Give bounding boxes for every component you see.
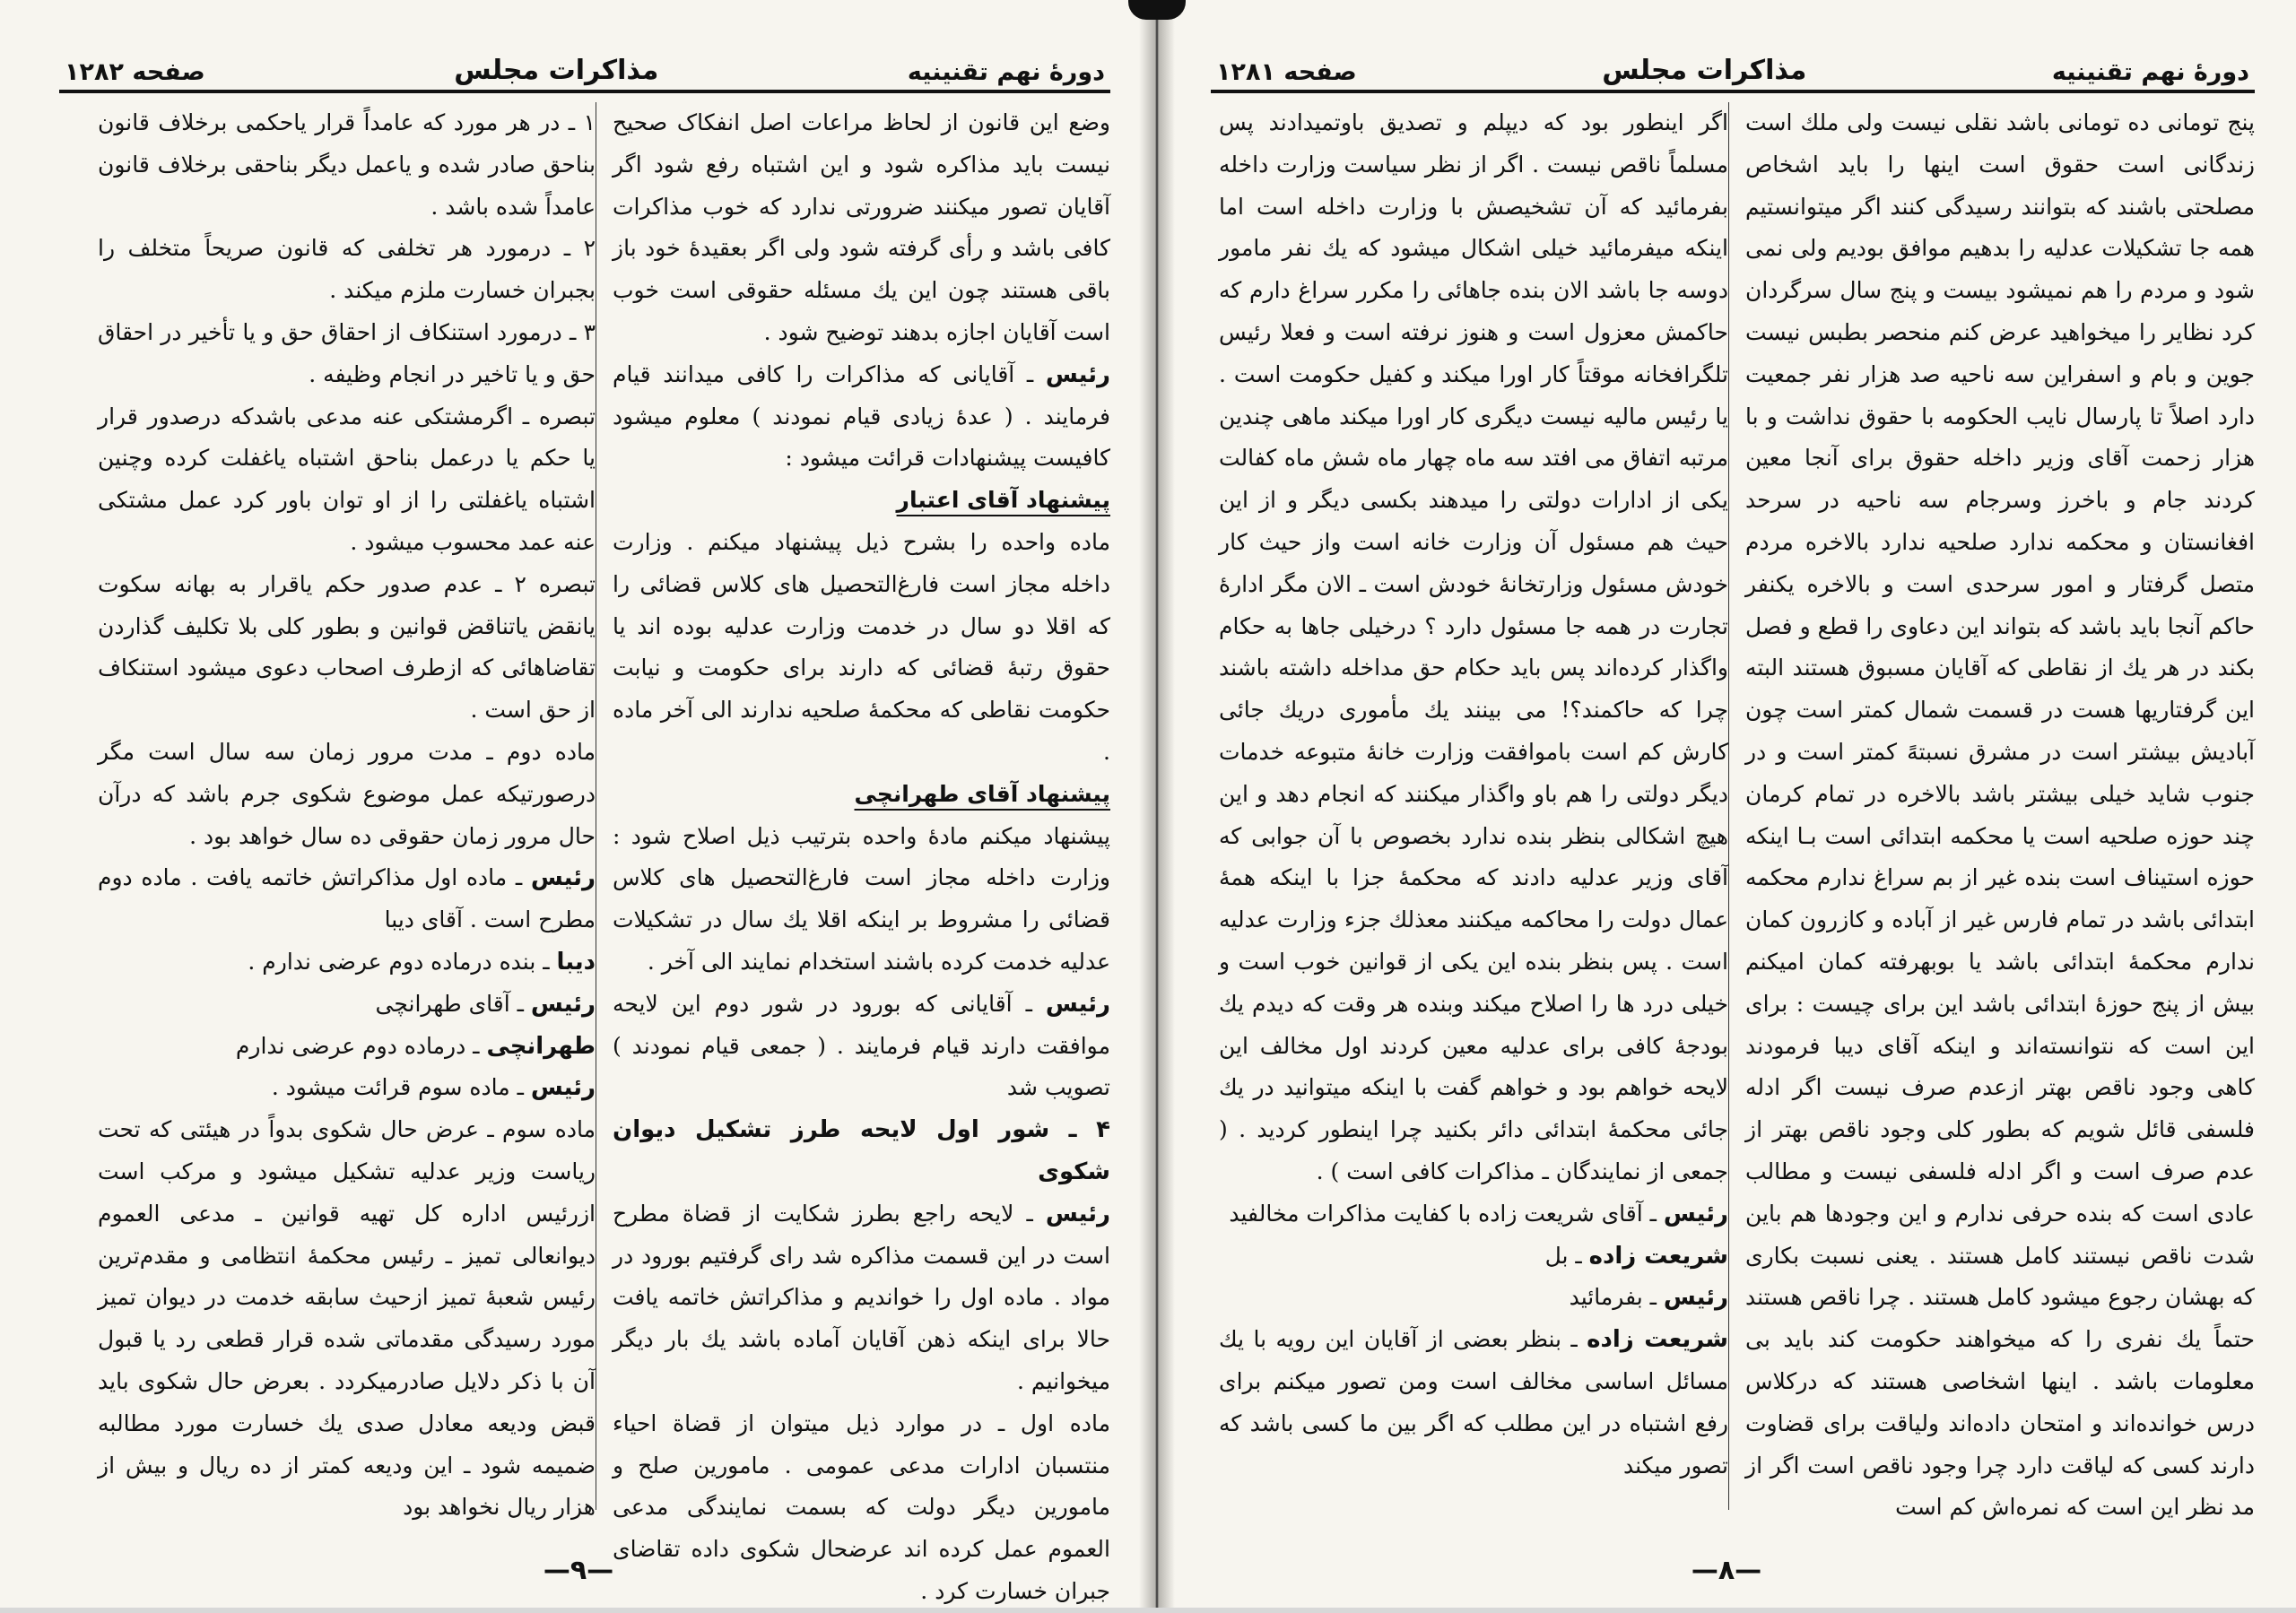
session-label: دورهٔ نهم تقنینیه	[2051, 58, 2249, 86]
list-item: ۲ ـ درمورد هر تخلفی که قانون صریحاً متخلف را بجبران خسارت ملزم میکند .	[98, 235, 596, 304]
speaker-paragraph	[613, 984, 1110, 1109]
section-heading: ۴ ـ شور اول لایحه طرز تشکیل دیوان شکوی	[613, 1116, 1110, 1185]
right-page-columns	[1211, 102, 2255, 1521]
speaker-name: رئیس	[530, 990, 596, 1018]
speech-text: ـ لایحه راجع بطرز شکایت از قضاة مطرح است در این قسمت مذاکره شد رای گرفتیم بورود در مواد . ماده اول را خواندیم و مذاکراتش خاتمه یافت حالا برای اینکه ذهن آقایان آماده باشد یك بار دیگر میخوانیم .	[613, 1200, 1110, 1394]
speech-text: ـ آقای شریعت زاده با کفایت مذاکرات مخالفید	[1229, 1200, 1664, 1227]
header-rule	[59, 90, 1110, 93]
speaker-paragraph	[98, 941, 596, 984]
speech-text: ـ بنظر بعضی از آقایان این رویه با یك مسائل اساسی مخالف است ومن تصور میکنم برای رفع اشتباه در این مطلب که اگر بین ما کسی باشد که تصور میکند	[1219, 1326, 1728, 1479]
speech-text: ـ ماده سوم قرائت میشود .	[271, 1074, 531, 1101]
list-item: ۱ ـ در هر مورد که عامداً قرار یاحکمی برخلاف قانون بناحق صادر شده و یاعمل دیگر بناحقی برخلاف قانون عامداً شده باشد .	[98, 109, 596, 220]
speaker-paragraph	[1219, 1319, 1728, 1487]
speaker-name: شریعت زاده	[1588, 1242, 1728, 1270]
speaker-name: رئیس	[1663, 1284, 1728, 1312]
column-divider	[1728, 102, 1729, 1510]
article-paragraph: ماده دوم ـ مدت مرور زمان سه سال است مگر درصورتیکه عمل موضوع شکوی جرم باشد که درآن حال مرور زمان حقوقی ده سال خواهد بود .	[98, 738, 596, 849]
speaker-name: رئیس	[530, 864, 596, 892]
speech-text: ـ درماده دوم عرضی ندارم	[235, 1032, 487, 1059]
left-page-header	[59, 45, 1110, 86]
paragraph: پنج تومانی ده تومانی باشد نقلی نیست ولی ملك است زندگانی است حقوق است اینها را باید اشخاص مصلحتی باشند که بتوانند رسیدگی کنند اگر میتوانستیم همه جا تشکیلات عدلیه را بدهیم موافق بودیم ولی نمی شود و مردم را هم نمیشود بیست و پنج سال سرگردان کرد نظایر را میخواهید عرض کنم منحصر بطبس نیست جوین و بام و اسفراین سه ناحیه صد هزار نفر جمعیت دارد اصلاً تا پارسال نایب الحکومه با حقوق نداشت و با هزار زحمت آقای وزیر داخله حقوق برای آنجا معین کردند جام و باخرز وسرجام سه ناحیه در سرحد افغانستان و محکمه ندارد صلحیه ندارد بالاخره مردم متصل گرفتار و امور سرحدی است و بالاخره یکنفر حاکم آنجا باید باشد که بتواند این دعاوی را قطع و فصل بکند در هر یك از نقاطی که آقایان مسبوق هستند البته این گرفتاریها هست در قسمت شمال کمتر است چون آبادیش بیشتر است در مشرق نسبتهً کمتر است و در جنوب شاید خیلی بیشتر باشد بالاخره در تمام کرمان چند حوزه صلحیه است یا محکمه ابتدائی است بـا اینکه حوزه استیناف است بنده غیر از بم سراغ ندارم محکمه ابتدائی باشد در تمام فارس غیر از آباده و کازرون کمان ندارم محکمهٔ ابتدائی باشد یا بوبهرفته کمان امیکنم بیش از پنج حوزهٔ ابتدائی باشد این برای چیست : برای این است که نتوانسته‌اند و اینکه آقای دیبا فرمودند کاهی وجود ناقص بهتر ازعدم صرف نیست اگر ادله فلسفی قائل شویم که بطور کلی وجود ناقص بهتر از عدم صرف است و اگر ادله فلسفی نیست و مطالب عادی است که بنده حرفی ندارم و این وجودها هم باین شدت ناقص نیستند کامل هستند . یعنی نسبت بکاری که بهشان رجوع میشود کامل هستند . چرا ناقص هستند حتماً یك نفری را که میخواهند حکومت کند باید بی معلومات باشد . اینها اشخاصی هستند که درکلاس درس خوانده‌اند و امتحان داده‌اند ولیاقت برای قضاوت دارند کسی که لیاقت دارد چرا وجود ناقص است اگر از مد نظر این است که نمره‌اش کم است	[1745, 109, 2255, 1521]
page-folio: —۸—	[1691, 1555, 1762, 1586]
note-paragraph: تبصره ۲ ـ عدم صدور حکم یاقرار به بهانه سکوت یانقض یاتناقض قوانین و بطور کلی بلا تکلیف گذاردن تقاضاهائی که ازطرف اصحاب دعوی میشود استنکاف از حق است .	[98, 570, 596, 724]
paragraph: اگر اینطور بود که دیپلم و تصدیق باوتمیدادند پس مسلماً ناقص نیست . اگر از نظر سیاست وزارت داخله بفرمائید که آن تشخیصش با وزارت داخله است اما اینکه میفرمائید خیلی اشکال میشود که یك نفر مامور دوسه جا باشد الان بنده جاهائی را مکرر سراغ دارم که حاکمش معزول است و هنوز نرفته است و فعلا رئیس تلگرافخانه موقتاً کار اورا میکند و کفیل حکومت است . یا رئیس مالیه نیست دیگری کار اورا میکند ماهی چندین مرتبه اتفاق می افتد سه ماه چهار ماه شش ماه کفالت یکی از ادارات دولتی را میدهند بکسی دیگر و از این حیث هم مسئول آن وزارت خانه است واز حیث کار خودش مسئول وزارتخانهٔ خودش است ـ الان مگر ادارهٔ تجارت در همه جا مسئول دارد ؟ درخیلی جاها به حکام واگذار کرده‌اند پس باید حکام حق مداخله داشته باشند چرا که حاکمند؟! می بینند یك مأموری دریك جائی کارش کم است باموافقت وزارت خانهٔ متبوعه خدمات دیگر دولتی را هم باو واگذار میکنند که انجام دهد و این هیچ اشکالی بنظر بنده ندارد بخصوص با آن جوابی که آقای وزیر عدلیه دادند که محکمهٔ جزا با اینکه همهٔ عمال دولت را محاکمه میکنند معذلك جزء وزارت عدلیه است . پس بنظر بنده این یکی از قوانین خوب است و خیلی درد ها را اصلاح میکند وبنده هر وقت که دیدم یك بودجهٔ کافی برای عدلیه معین کردند اول مخالف این لایحه خواهم بود و خواهم گفت با اینکه میتوانید در یك جائی محکمهٔ ابتدائی دائر بکنید چرا اینطور کردید . ( جمعی از نمایندگان ـ مذاکرات کافی است ) .	[1219, 109, 1728, 1184]
article-paragraph: ماده سوم ـ عرض حال شکوی بدواً در هیئتی که تحت ریاست وزیر عدلیه تشکیل میشود و مرکب است ازرئیس اداره کل تهیه قوانین ـ مدعی العموم دیوانعالی تمیز ـ رئیس محکمهٔ انتظامی و مقدم‌ترین رئیس شعبهٔ تمیز ازحیث سابقه خدمت در دیوان تمیز مورد رسیدگی مقدماتی شده قرار قطعی رد یا قبول آن با ذکر دلایل صادرمیکردد . بعرض حال شکوی باید قبض ودیعه معادل صدی یك خسارت مورد مطالبه ضمیمه شود ـ این ودیعه کمتر از ده ریال و بیش از هزار ریال نخواهد بود	[98, 1116, 596, 1521]
speaker-paragraph	[1219, 1193, 1728, 1236]
list-item: ۳ ـ درمورد استنکاف از احقاق حق و یا تأخیر در احقاق حق و یا تاخیر در انجام وظیفه .	[98, 318, 596, 387]
page-number: صفحه ۱۲۸۲	[65, 58, 205, 86]
note-paragraph: تبصره ـ اگرمشتکی عنه مدعی باشدکه درصدور قرار یا حکم یا درعمل بناحق اشتباه یاغفلت کرده وچنین اشتباه یاغفلتی را از او توان باور کرد عمل مشتکی عنه عمد محسوب میشود .	[98, 403, 596, 555]
speaker-paragraph	[98, 1067, 596, 1109]
speaker-paragraph	[98, 1026, 596, 1068]
binding-shadow	[1128, 0, 1186, 20]
right-page-left-column	[1219, 102, 1728, 1510]
left-page-columns	[59, 102, 1110, 1604]
speech-text: ـ آقایانی که بورود در شور دوم این لایحه موافقت دارند قیام فرمایند . ( جمعی قیام نمودند ) تصویب شد	[613, 990, 1110, 1101]
speech-text: ـ بنده درماده دوم عرضی ندارم .	[248, 948, 557, 975]
speech-text: ـ بل	[1544, 1242, 1589, 1269]
speaker-paragraph	[613, 354, 1110, 480]
right-page-header	[1211, 45, 2255, 86]
subheading: پیشنهاد آقای طهرانچی	[854, 780, 1110, 807]
speaker-name: رئیس	[1663, 1200, 1728, 1227]
paragraph: پیشنهاد میکنم مادهٔ واحده بترتیب ذیل اصلاح شود : وزارت داخله مجاز است فارغ‌التحصیل های کلاس قضائی را مشروط بر اینکه اقلا یك سال در تشکیلات عدلیه خدمت کرده باشند استخدام نمایند الی آخر .	[613, 822, 1110, 975]
speaker-paragraph	[98, 984, 596, 1026]
speaker-name: شریعت زاده	[1587, 1326, 1728, 1354]
book-gutter	[1139, 0, 1175, 1608]
page-number: صفحه ۱۲۸۱	[1216, 58, 1357, 86]
speaker-name: رئیس	[530, 1074, 596, 1102]
header-rule	[1211, 90, 2255, 93]
right-page	[1157, 0, 2296, 1608]
left-page-right-column	[613, 102, 1110, 1604]
speaker-name: رئیس	[1045, 360, 1110, 388]
speaker-paragraph	[1219, 1277, 1728, 1319]
speech-text: ـ ماده اول مذاکراتش خاتمه یافت . ماده دوم مطرح است . آقای دیبا	[98, 864, 596, 933]
speech-text: ـ بفرمائید	[1569, 1284, 1664, 1311]
right-page-right-column	[1745, 102, 2255, 1521]
journal-title: مذاکرات مجلس	[454, 55, 659, 86]
left-page-left-column	[98, 102, 596, 1521]
speaker-paragraph	[98, 857, 596, 941]
session-label: دورهٔ نهم تقنینیه	[907, 58, 1105, 86]
paragraph: وضع این قانون از لحاظ مراعات اصل انفکاک صحیح نیست باید مذاکره شود و این اشتباه رفع شود اگر آقایان تصور میکنند ضرورتی ندارد که خوب مذاکرات کافی باشد و رأی گرفته شود ولی اگر بعقیدهٔ خود باز باقی هستند چون این یك مسئله حقوقی است خوب است آقایان اجازه بدهند توضیح شود .	[613, 109, 1110, 345]
speech-text: ـ آقای طهرانچی	[375, 990, 531, 1017]
speaker-name: دیبا	[556, 948, 596, 976]
subheading: پیشنهاد آقای اعتبار	[896, 487, 1110, 514]
speaker-name: رئیس	[1045, 1200, 1110, 1227]
page-folio: —۹—	[543, 1555, 614, 1586]
speaker-name: رئیس	[1045, 990, 1110, 1018]
speaker-name: طهرانچی	[486, 1032, 596, 1060]
speaker-paragraph	[613, 1193, 1110, 1403]
speaker-paragraph	[1219, 1236, 1728, 1278]
speech-text: ـ آقایانی که مذاکرات را کافی میدانند قیام فرمایند . ( عدهٔ زیادی قیام نمودند ) معلوم میشود کافیست پیشنهادات قرائت میشود :	[613, 360, 1110, 472]
paragraph: ماده اول ـ در موارد ذیل میتوان از قضاة احیاء منتسبان ادارات مدعی عمومی . مامورین صلح و مامورین دیگر دولت که بسمت نمایندگی مدعی العموم عمل کرده اند عرضحال شکوی داده تقاضای جبران خسارت کرد .	[613, 1409, 1110, 1604]
paragraph: ماده واحده را بشرح ذیل پیشنهاد میکنم . وزارت داخله مجاز است فارغ‌التحصیل های کلاس قضائی را که اقلا دو سال در خدمت وزارت عدلیه بوده اند یا حقوق رتبهٔ قضائی که دارند برای حکومت و نیابت حکومت نقاطی که محکمهٔ صلحیه ندارند الی آخر ماده .	[613, 528, 1110, 765]
journal-title: مذاکرات مجلس	[1602, 55, 1807, 86]
